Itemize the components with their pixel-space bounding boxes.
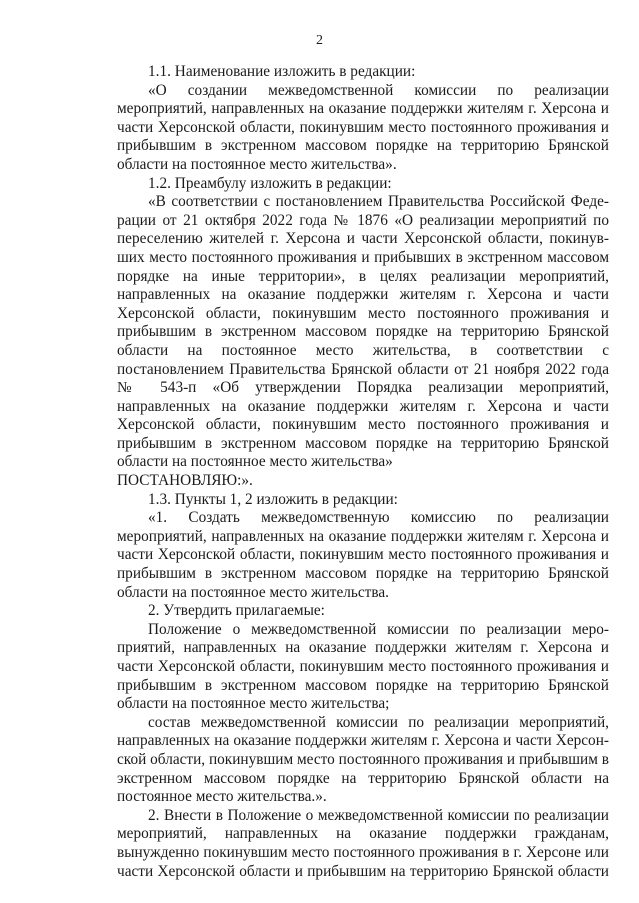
item-2-composition-text: состав межведомственной комиссии по реализации мероприятий, направленных на оказание поддержки жителям г. Херсона и части Херсонской области, покинувшим место постоянного проживания и прибывшим в экстренном массовом порядке на территорию Брянской области на постоянное место жительства.». (117, 713, 609, 806)
item-1-text: «1. Создать межведомственную комиссию по реализации мероприятий, направленных на оказание поддержки жителям г. Херсона и части Херсонской области, покинувшим место постоянного проживания и прибывшим в экстренном массовом порядке на территорию Брянской области на постоянное место жительства. (117, 509, 609, 601)
paragraph-1-3-heading: 1.3. Пункты 1, 2 изложить в редакции: (148, 490, 398, 508)
document-body (117, 63, 609, 881)
page-number: 2 (316, 33, 323, 48)
paragraph-1-1-heading: 1.1. Наименование изложить в редакции: (148, 63, 416, 80)
decree-keyword: ПОСТАНОВЛЯЮ:». (117, 472, 253, 490)
item-2-regulation-text: Положение о межведомственной комиссии по реализации мероприятий, направленных на оказание поддержки жителям г. Херсона и части Херсонской области, покинувшим место постоянного проживания и прибывшим в экстренном массовом порядке на территорию Брянской области на постоянное место жительства; (117, 620, 609, 713)
paragraph-1-1-title-text: «О создании межведомственной комиссии по реализации мероприятий, направленных на оказание поддержки жителям г. Херсона и части Херсонской области, покинувшим место постоянного проживания и прибывшим в экстренном массовом порядке на территорию Брянской области на постоянное место жительства». (117, 81, 609, 173)
paragraph-1-2-heading: 1.2. Преамбулу изложить в редакции: (148, 174, 392, 192)
paragraph-1-2-preamble-text: «В соответствии с постановлением Правительства Российской Федерации от 21 октября 2022 года № 1876 «О реализации мероприятий по переселению жителей г. Херсона и части Херсонской области, покинувших место постоянного проживания и прибывших в экстренном массовом порядке на иные территории», в целях реализации мероприятий, направленных на оказание поддержки жителям г. Херсона и части Херсонской области, покинувшим место постоянного проживания и прибывшим в экстренном массовом порядке на территорию Брянской области на постоянное место жительства, в соответствии с постановлением Правительства Брянской области от 21 ноября 2022 года № 543-п «Об утверждении Порядка реализации мероприятий, направленных на оказание поддержки жителям г. Херсона и части Херсонской области, покинувшим место постоянного проживания и прибывшим в экстренном массовом порядке на территорию Брянской области на постоянное место жительства» (117, 193, 609, 471)
item-2-heading: 2. Утвердить прилагаемые: (148, 602, 325, 620)
paragraph-2-text: 2. Внести в Положение о межведомственной комиссии по реализации мероприятий, направленных на оказание поддержки гражданам, вынужденно покинувшим место постоянного проживания в г. Херсоне или части Херсонской области и прибывшим на территорию Брянской области (117, 806, 609, 880)
